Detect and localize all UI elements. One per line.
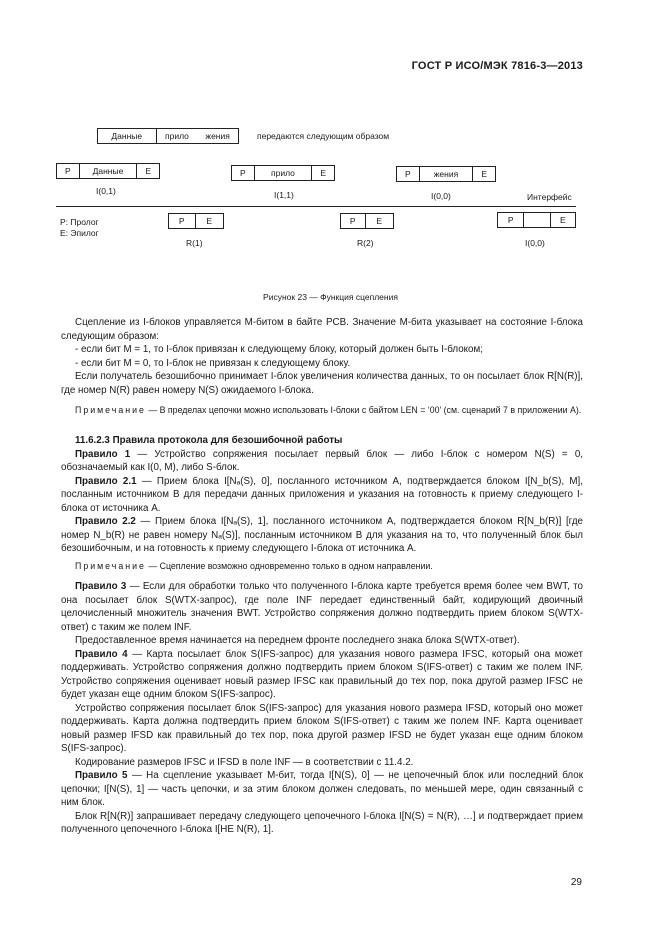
note-label: Примечание (75, 405, 146, 415)
rule-2-1: Правило 2.1 — Прием блока I[Nₐ(S), 0], посланного источником A, подтверждается блоком I[N_b(S), M], посланным источником B для передачи данных приложения и указания на готовность к приему следующего I-блока от источника A. (61, 475, 583, 514)
block-label: I(0,0) (431, 191, 451, 201)
data-cell: жения (420, 167, 474, 181)
paragraph: Блок R[N(R)] запрашивает передачу следующего цепочечного I-блока I[N(S) = N(R), …] и подтверждает прием полученного цепочечного I-блока I[НЕ N(R), 1]. (61, 810, 583, 835)
rule-5: Правило 5 — На сцепление указывает M-бит, тогда I[N(S), 0] — не цепочечный блок или последний блок цепочки; I[N(S), 1] — часть цепочки, и за этим блоком должен следовать, по меньшей мере, один связанный с ним блок. (61, 770, 583, 808)
r-block (168, 213, 224, 229)
i-block (56, 163, 160, 179)
legend-prolog: P: Пролог (60, 217, 99, 227)
paragraph: Кодирование размеров IFSC и IFSD в поле INF — в соответствии с 11.4.2. (75, 756, 414, 768)
prolog-cell: P (169, 214, 196, 228)
paragraph-m-bit (61, 316, 583, 397)
data-cell: прило (255, 166, 313, 180)
epilog-cell: E (481, 169, 488, 179)
block-label: I(0,1) (96, 186, 116, 196)
prolog-cell: P (57, 164, 80, 178)
top-box-cell: жения (205, 131, 230, 141)
bullet: - если бит M = 0, то I-блок не привязан к следующему блоку. (75, 357, 351, 369)
epilog-cell: E (320, 168, 327, 178)
note-label: Примечание (75, 561, 146, 571)
rule-3: Правило 3 — Если для обработки только что полученного I-блока карте требуется время более чем BWT, то она посылает блок S(WTX-запрос), где поле INF передает единственный байт, кодирующий двоичный целочисленный множитель значения BWT. Устройство сопряжения должно подтвердить прием блоком S(WTX-ответ) с таким же полем INF. (61, 581, 583, 633)
r-block (340, 213, 394, 229)
top-box-note: передаются следующим образом (257, 131, 390, 141)
data-cell: Данные (80, 164, 138, 178)
legend-epilog: E: Эпилог (60, 228, 99, 238)
block-label: R(1) (186, 238, 203, 248)
page-number: 29 (570, 877, 582, 888)
document-header: ГОСТ Р ИСО/МЭК 7816-3—2013 (411, 60, 583, 72)
i-block (396, 166, 496, 182)
epilog-cell: E (206, 216, 213, 226)
prolog-cell: P (397, 167, 420, 181)
epilog-cell: E (145, 166, 152, 176)
block-label: I(1,1) (274, 190, 294, 200)
block-label: I(0,0) (525, 238, 545, 248)
note-text: — Сцепление возможно одновременно только в одном направлении. (145, 561, 433, 571)
rule-1: Правило 1 — Устройство сопряжения посылает первый блок — либо I-блок с номером N(S) = 0, обозначаемый как I(0, M), либо S-блок. (61, 448, 583, 473)
i-block-empty (497, 212, 576, 228)
interface-line (56, 206, 576, 207)
note-text: — В пределах цепочки можно использовать I-блоки с байтом LEN = ‘00’ (см. сценарий 7 в приложении А). (145, 405, 582, 415)
top-box-cell: прило (164, 131, 189, 141)
block-label: R(2) (357, 238, 374, 248)
bullet: - если бит M = 1, то I-блок привязан к следующему блоку, который должен быть I-блоком; (75, 344, 483, 355)
note-1 (61, 404, 583, 418)
top-data-box (97, 128, 239, 144)
top-box-cell: Данные (98, 129, 157, 143)
data-cell (524, 213, 550, 227)
epilog-cell: E (376, 216, 383, 226)
rule-2-2: Правило 2.2 — Прием блока I[Nₐ(S), 1], посланного источником A, подтверждается блоком R[N_b(R)] [где номер N_b(R) не равен номеру Nₐ(S)], посланным источником B для указания на то, что полученный блок был безошибочным, и на готовность к приему следующего I-блока от источника A. (61, 516, 583, 554)
interface-label: Интерфейс (527, 192, 572, 202)
prolog-cell: P (341, 214, 366, 228)
section-heading: 11.6.2.3 Правила протокола для безошибочной работы (75, 435, 343, 446)
figure-caption: Рисунок 23 — Функция сцепления (263, 292, 398, 302)
epilog-cell: E (559, 215, 566, 225)
paragraph: Предоставленное время начинается на переднем фронте последнего знака блока S(WTX-ответ). (75, 635, 520, 646)
paragraph: Сцепление из I-блоков управляется M-битом в байте PCB. Значение M-бита указывает на состояние I-блока следующим образом: (61, 317, 583, 342)
i-block (231, 165, 335, 181)
prolog-cell: P (498, 213, 524, 227)
paragraph: Если получатель безошибочно принимает I-блок увеличения количества данных, то он посылает блок R[N(R)], где номер N(R) равен номеру N(S) ожидаемого I-блока. (61, 371, 583, 396)
paragraph: Устройство сопряжения посылает блок S(IFS-запрос) для указания нового размера IFSD, который оно может поддерживать. Карта должна подтвердить прием блоком S(IFS-ответ) с таким же полем INF. Карта оценивает новый размер IFSD как правильный до тех пор, пока другой размер IFSD не будет указан еще одним блоком S(IFS-запрос). (61, 702, 583, 754)
prolog-cell: P (232, 166, 255, 180)
rule-4: Правило 4 — Карта посылает блок S(IFS-запрос) для указания нового размера IFSC, который она может поддерживать. Устройство сопряжения должно подтвердить прием блоком S(IFS-ответ) с таким же полем INF. Устройство сопряжения оценивает новый размер IFSC как правильный до тех пор, пока другой размер IFSC не будет указан еще одним блоком S(IFS-запрос). (61, 648, 583, 700)
rules-block-2 (61, 580, 583, 837)
rules-block-1 (61, 434, 583, 556)
note-2 (61, 560, 583, 574)
